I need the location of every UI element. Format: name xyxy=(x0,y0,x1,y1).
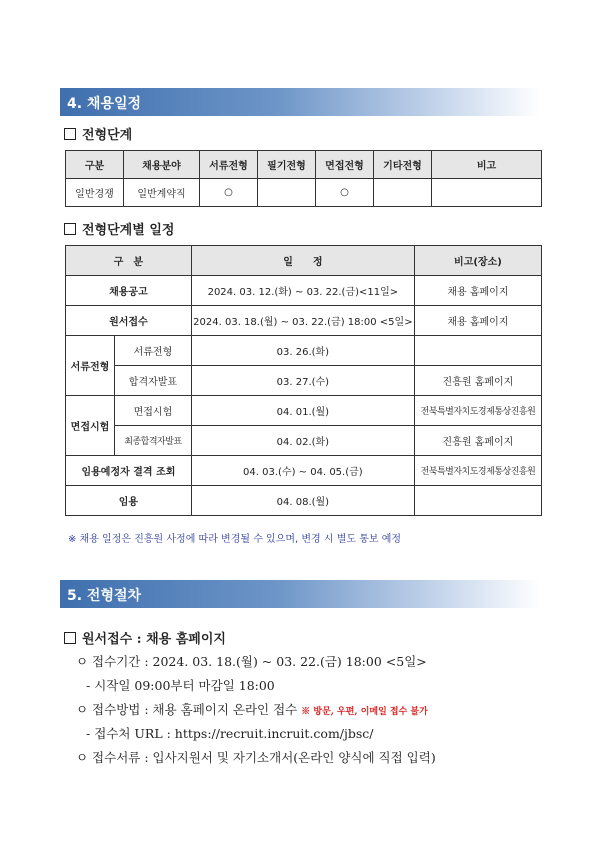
schedule-note: ※ 채용 일정은 진흥원 사정에 따라 변경될 수 있으며, 변경 시 별도 통보 예정 xyxy=(68,534,402,545)
table-row: 채용공고 2024. 03. 12.(화) ~ 03. 22.(금)<11일> 채용 홈페이지 xyxy=(66,276,542,306)
table-row: 임용 04. 08.(월) xyxy=(66,486,542,516)
section-4-header xyxy=(60,88,540,116)
table-header-row: 구분 채용분야 서류전형 필기전형 면접전형 기타전형 비고 xyxy=(66,151,542,179)
warning-note: ※ 방문, 우편, 이메일 접수 불가 xyxy=(301,707,428,717)
list-item: ㅇ 접수서류 : 입사지원서 및 자기소개서(온라인 양식에 직접 입력) xyxy=(76,750,436,765)
list-item: ㅇ 접수방법 : 채용 홈페이지 온라인 접수 ※ 방문, 우편, 이메일 접수 불가 xyxy=(76,702,428,717)
section-5-header xyxy=(60,580,540,608)
table-row: 면접시험 면접시험 04. 01.(월) 전북특별자치도경제통상진흥원 xyxy=(66,396,542,426)
section-5-title: 5. 전형절차 xyxy=(67,588,142,604)
checkbox-square-icon xyxy=(64,632,76,644)
subheading-application: 원서접수 : 채용 홈페이지 xyxy=(64,628,226,647)
list-item: ㅇ 접수기간 : 2024. 03. 18.(월) ~ 03. 22.(금) 18:00 <5일> xyxy=(76,654,427,669)
checkbox-square-icon xyxy=(64,223,76,235)
table-row: 최종합격자발표 04. 02.(화) 진흥원 홈페이지 xyxy=(66,426,542,456)
table-row: 합격자발표 03. 27.(수) 진흥원 홈페이지 xyxy=(66,366,542,396)
stages-table xyxy=(65,150,542,207)
section-4-title: 4. 채용일정 xyxy=(67,96,142,112)
subheading-stages: 전형단계 xyxy=(64,124,132,143)
list-item: - 시작일 09:00부터 마감일 18:00 xyxy=(86,678,275,693)
table-row: 서류전형 서류전형 03. 26.(화) xyxy=(66,336,542,366)
subheading-schedule: 전형단계별 일정 xyxy=(64,219,174,238)
table-header-row: 구 분 일 정 비고(장소) xyxy=(66,246,542,276)
schedule-table xyxy=(65,245,542,516)
table-row: 일반경쟁 일반계약직 ○ ○ xyxy=(66,179,542,207)
checkbox-square-icon xyxy=(64,128,76,140)
table-row: 임용예정자 결격 조회 04. 03.(수) ~ 04. 05.(금) 전북특별자치도경제통상진흥원 xyxy=(66,456,542,486)
table-row: 원서접수 2024. 03. 18.(월) ~ 03. 22.(금) 18:00 <5일> 채용 홈페이지 xyxy=(66,306,542,336)
list-item: - 접수처 URL : https://recruit.incruit.com/jbsc/ xyxy=(86,726,374,741)
